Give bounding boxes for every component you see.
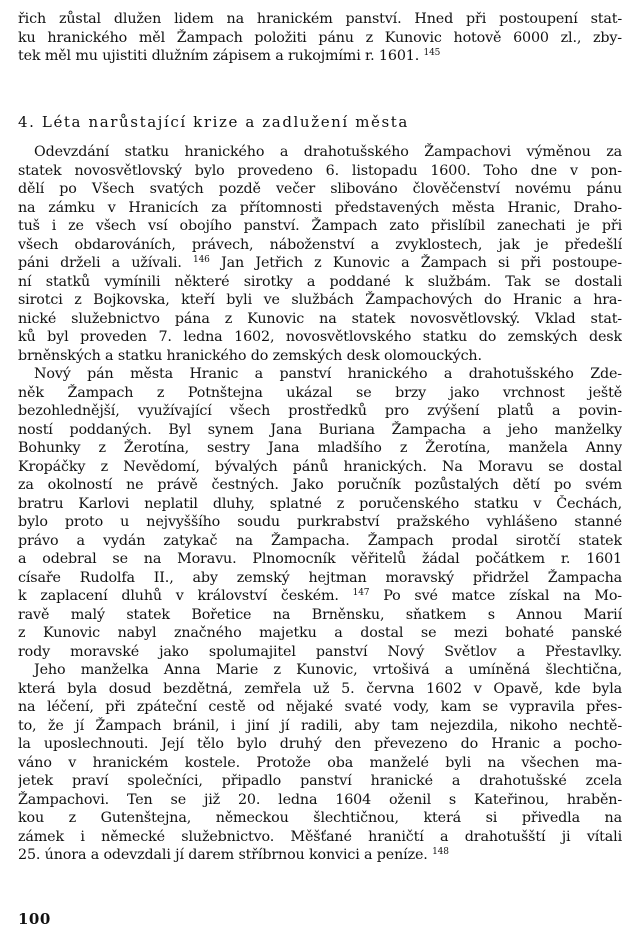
text-line: bylo proto u nejvyššího soudu purkrabství pražského vyhlášeno stanné (18, 514, 622, 530)
text-line: Kropáčky z Nevědomí, bývalých pánů hranických. Na Moravu se dostal (18, 458, 622, 475)
text-line: to, že jí Žampach bránil, i jiní jí radili, aby tam nejezdila, nikoho nechtě- (18, 717, 622, 734)
text-line: tuš i ze všech vsí obojího panství. Žampach zato přislíbil zanechati je při (18, 218, 622, 234)
text-line: jetek praví společníci, připadlo panství hranické a drahotušské zcela (18, 773, 622, 789)
text-line: Odevzdání statku hranického a drahotušského Žampachovi výměnou za (34, 144, 622, 160)
text-line: dělí po Všech svatých pozdě večer slibováno člověčenství novému pánu (18, 181, 622, 197)
text-line: všech obdarováních, právech, náboženství a zvyklostech, jak je předešlí (18, 236, 622, 253)
text-line: páni drželi a užívali. $^{146}$ Jan Jetřich z Kunovic a Žampach si při postoupe- (18, 255, 622, 271)
footnote-ref: 146 (193, 255, 210, 265)
text-line: ravě malý statek Bořetice na Brněnsku, sňatkem s Annou Marií (18, 606, 622, 623)
text-line: bratru Karlovi neplatil dluhy, splatné z poručenského statku v Čechách, (18, 495, 622, 512)
text-line: Bohunky z Žerotína, sestry Jana mladšího z Žerotína, manžela Anny (18, 440, 622, 456)
text-line: ku hranického měl Žampach položiti pánu z Kunovic hotově 6000 zl., zby- (18, 29, 622, 46)
text-line: tek měl mu ujistiti dlužním zápisem a rukojmími r. 1601. $^{145}$ (18, 48, 441, 64)
text-line: zámek i německé služebnictvo. Měšťané hraničtí a drahotušští ji vítali (18, 828, 622, 845)
text-line: z Kunovic nabyl značného majetku a dostal se mezi bohaté panské (18, 625, 622, 641)
footnote-ref: 148 (432, 847, 449, 857)
text-line: na zámku v Hranicích za přítomnosti představených města Hranic, Draho- (18, 199, 622, 216)
text-line: váno v hranickém kostele. Protože oba manželé byli na všechen ma- (18, 754, 622, 771)
section-heading: 4. Léta narůstající krize a zadlužení města (18, 112, 409, 131)
text-line: císaře Rudolfa II., aby zemský hejtman moravský přidržel Žampacha (18, 569, 622, 586)
text-line: brněnských a statku hranického do zemských desk olomouckých. (18, 347, 482, 364)
footnote-ref: 147 (352, 588, 370, 598)
text-line: Nový pán města Hranic a panství hranického a drahotušského Zde- (34, 366, 622, 382)
text-line: Žampachovi. Ten se již 20. ledna 1604 oženil s Kateřinou, hraběn- (18, 791, 622, 808)
text-line: la uposlechnouti. Její tělo bylo druhý den převezeno do Hranic a pocho- (18, 736, 622, 752)
text-line: ků byl proveden 7. ledna 1602, novosvětlovského statku do zemských desk (18, 329, 622, 345)
text-line: 25. února a odevzdali jí darem stříbrnou konvici a peníze. $^{148}$ (18, 847, 449, 863)
text-line: kou z Gutenštejna, německou šlechtičnou, která si přivedla na (18, 810, 622, 826)
text-line: na léčení, při zpáteční cestě od nějaké svaté vody, kam se vypravila přes- (18, 699, 622, 715)
text-line: řich zůstal dlužen lidem na hranickém panství. Hned při postoupení stat- (18, 11, 622, 27)
text-line: rody moravské jako spolumajitel panství Nový Světlov a Přestavlky. (18, 643, 622, 660)
text-line: a odebral se na Moravu. Plnomocník věřitelů žádal počátkem r. 1601 (18, 551, 622, 567)
text-line: nické služebnictvo pána z Kunovic na statek novosvětlovský. Vklad stat- (18, 310, 622, 327)
text-line: ností poddaných. Byl synem Jana Buriana Žampacha a jeho manželky (18, 421, 622, 438)
footnote-ref: 145 (423, 48, 441, 58)
page-number: 100 (18, 910, 51, 928)
text-line: bezohlednější, využívající všech prostředků pro zvýšení platů a povin- (18, 403, 622, 419)
text-line: která byla dosud bezdětná, zemřela už 5. června 1602 v Opavě, kde byla (18, 680, 622, 697)
text-line: právo a vydán zatykač na Žampacha. Žampach prodal sirotčí statek (18, 532, 622, 549)
page-text (18, 10, 622, 865)
text-line: ní statků vymínili některé sirotky a poddané k službám. Tak se dostali (18, 273, 622, 290)
text-line: statek novosvětlovský bylo provedeno 6. listopadu 1600. Toho dne v pon- (18, 162, 622, 179)
text-line: za okolností ne právě čestných. Jako poručník pozůstalých dětí po svém (18, 477, 622, 493)
text-line: něk Žampach z Potnštejna ukázal se brzy jako vrchnost ještě (18, 384, 622, 401)
text-line: Jeho manželka Anna Marie z Kunovic, vrtošivá a umíněná šlechtična, (34, 662, 622, 678)
text-line: sirotci z Bojkovska, kteří byli ve službách Žampachových do Hranic a hra- (18, 292, 622, 308)
text-line: k zaplacení dluhů v království českém. $^{147}$ Po své matce získal na Mo- (18, 588, 622, 604)
